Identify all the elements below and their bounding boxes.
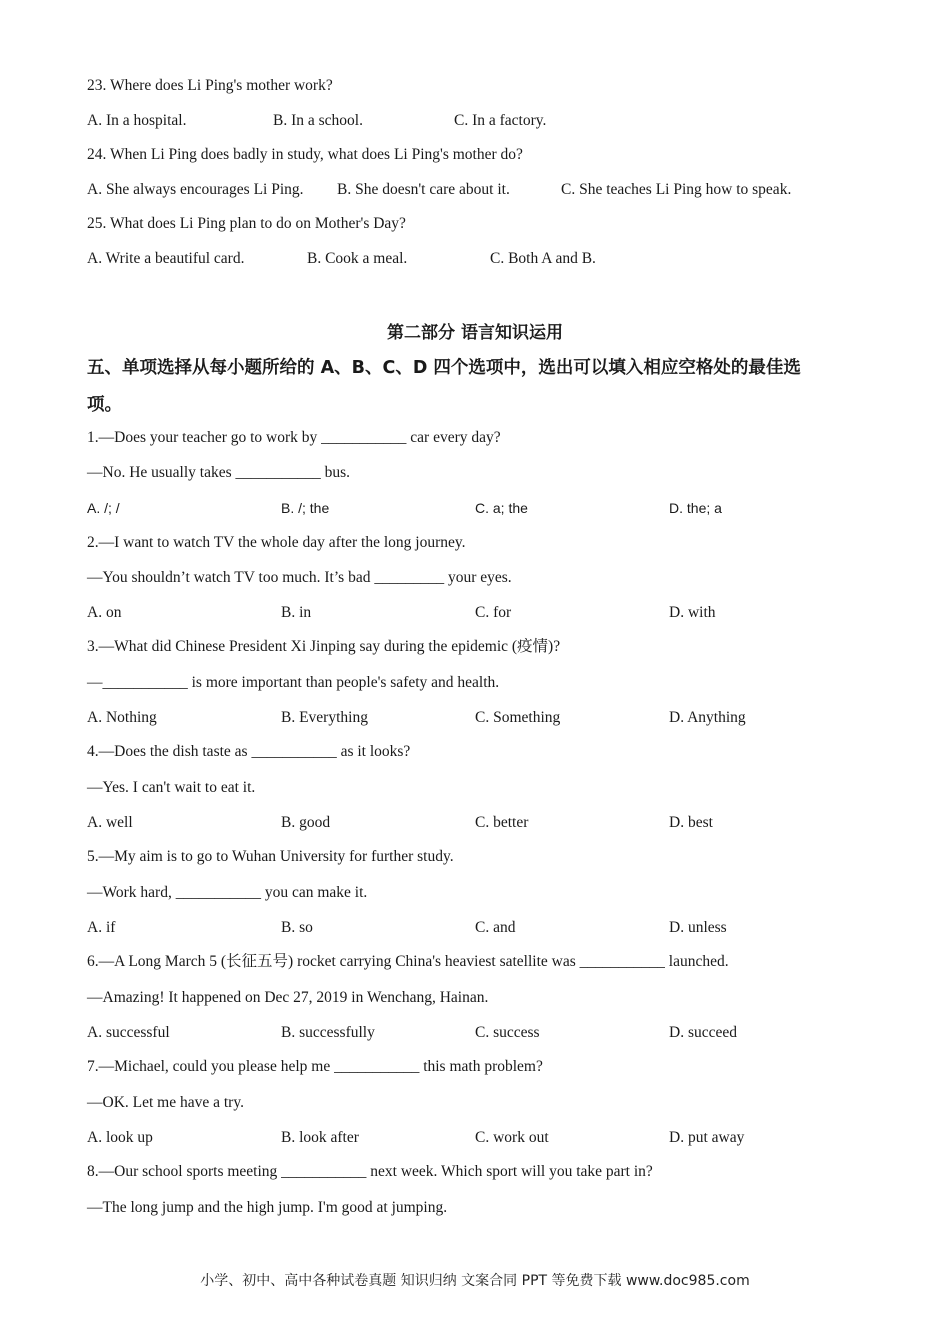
q4-option-a: A. well (87, 814, 133, 831)
q1-option-a: A. /; / (87, 500, 120, 516)
question-3-line-1: 3.—What did Chinese President Xi Jinping say during the epidemic (疫情)? (87, 638, 561, 655)
q24-option-b: B. She doesn't care about it. (337, 181, 510, 198)
part-title: 第二部分 语言知识运用 (387, 323, 563, 343)
q5-option-d: D. unless (669, 919, 727, 936)
q2-option-c: C. for (475, 604, 512, 621)
question-8-line-2: —The long jump and the high jump. I'm good at jumping. (87, 1199, 448, 1216)
q4-option-c: C. better (475, 814, 529, 831)
q5-option-c: C. and (475, 919, 516, 936)
q5-option-b: B. so (281, 919, 313, 936)
q6-option-d: D. succeed (669, 1024, 737, 1041)
question-8-line-1: 8.—Our school sports meeting ___________ next week. Which sport will you take part in? (87, 1163, 653, 1180)
q24-option-a: A. She always encourages Li Ping. (87, 181, 304, 198)
q1-option-b: B. /; the (281, 500, 330, 516)
question-1-line-2: —No. He usually takes ___________ bus. (87, 464, 351, 481)
question-7-line-1: 7.—Michael, could you please help me ___________ this math problem? (87, 1058, 543, 1075)
q23-option-c: C. In a factory. (454, 112, 547, 129)
question-1-line-1: 1.—Does your teacher go to work by ___________ car every day? (87, 429, 501, 446)
question-2-line-1: 2.—I want to watch TV the whole day after the long journey. (87, 534, 466, 551)
q2-option-d: D. with (669, 604, 716, 621)
q7-option-c: C. work out (475, 1129, 549, 1146)
q25-option-b: B. Cook a meal. (307, 250, 408, 267)
question-7-line-2: —OK. Let me have a try. (87, 1094, 244, 1111)
q24-option-c: C. She teaches Li Ping how to speak. (561, 181, 792, 198)
q7-option-d: D. put away (669, 1129, 745, 1146)
q7-option-b: B. look after (281, 1129, 359, 1146)
question-25: 25. What does Li Ping plan to do on Mother's Day? (87, 215, 406, 232)
q6-option-b: B. successfully (281, 1024, 375, 1041)
question-4-line-2: —Yes. I can't wait to eat it. (87, 779, 256, 796)
question-24: 24. When Li Ping does badly in study, what does Li Ping's mother do? (87, 146, 523, 163)
question-2-line-2: —You shouldn’t watch TV too much. It’s bad _________ your eyes. (87, 569, 512, 586)
q25-option-c: C. Both A and B. (490, 250, 596, 267)
q4-option-d: D. best (669, 814, 713, 831)
page-footer: 小学、初中、高中各种试卷真题 知识归纳 文案合同 PPT 等免费下载 www.doc985.com (200, 1273, 750, 1289)
question-6-line-1: 6.—A Long March 5 (长征五号) rocket carrying China's heaviest satellite was ___________ launched. (87, 953, 729, 970)
q6-option-a: A. successful (87, 1024, 170, 1041)
section-title-line-1: 五、单项选择从每小题所给的 A、B、C、D 四个选项中，选出可以填入相应空格处的最佳选 (87, 358, 801, 378)
q7-option-a: A. look up (87, 1129, 153, 1146)
q23-option-a: A. In a hospital. (87, 112, 187, 129)
q6-option-c: C. success (475, 1024, 540, 1041)
q1-option-d: D. the; a (669, 500, 722, 516)
q1-option-c: C. a; the (475, 500, 528, 516)
q3-option-a: A. Nothing (87, 709, 157, 726)
q3-option-c: C. Something (475, 709, 561, 726)
section-title-line-2: 项。 (87, 395, 122, 415)
q3-option-d: D. Anything (669, 709, 746, 726)
q2-option-a: A. on (87, 604, 122, 621)
question-5-line-2: —Work hard, ___________ you can make it. (87, 884, 368, 901)
q4-option-b: B. good (281, 814, 331, 831)
q25-option-a: A. Write a beautiful card. (87, 250, 245, 267)
q2-option-b: B. in (281, 604, 312, 621)
question-5-line-1: 5.—My aim is to go to Wuhan University for further study. (87, 848, 454, 865)
question-6-line-2: —Amazing! It happened on Dec 27, 2019 in Wenchang, Hainan. (87, 989, 489, 1006)
question-3-line-2: —___________ is more important than people's safety and health. (87, 674, 500, 691)
q3-option-b: B. Everything (281, 709, 368, 726)
question-23: 23. Where does Li Ping's mother work? (87, 77, 333, 94)
q5-option-a: A. if (87, 919, 116, 936)
question-4-line-1: 4.—Does the dish taste as ___________ as it looks? (87, 743, 411, 760)
q23-option-b: B. In a school. (273, 112, 363, 129)
